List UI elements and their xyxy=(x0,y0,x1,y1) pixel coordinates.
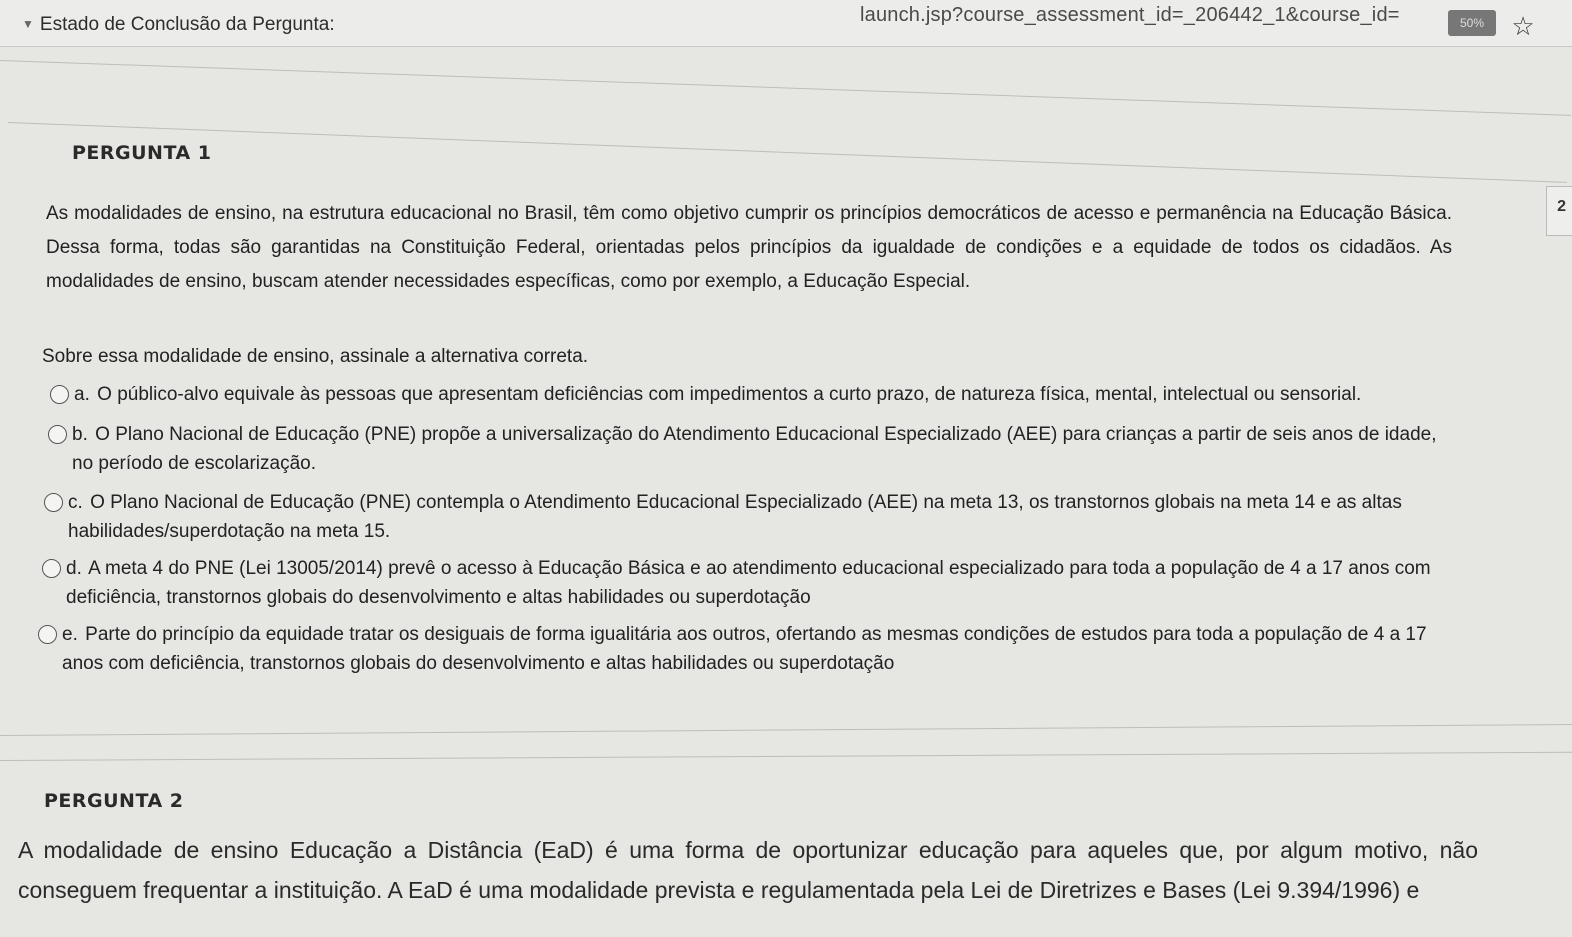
answer-option-c[interactable] xyxy=(44,488,1460,546)
completion-status-label: Estado de Conclusão da Pergunta: xyxy=(39,14,335,35)
question-2-text: A modalidade de ensino Educação a Distância (EaD) é uma forma de oportunizar educação para aqueles que, por algum motivo, não conseguem frequentar a instituição. A EaD é uma modalidade prevista e regulamentada pela Lei de Diretrizes e Bases (Lei 9.394/1996) e xyxy=(18,837,1478,903)
zoom-badge[interactable]: 50% xyxy=(1448,10,1496,36)
divider xyxy=(0,60,1571,116)
divider xyxy=(0,752,1572,761)
divider xyxy=(8,122,1567,183)
side-tab[interactable]: 2 xyxy=(1546,186,1572,236)
chevron-down-icon[interactable]: ▼ xyxy=(22,17,34,31)
answer-option-text: b. O Plano Nacional de Educação (PNE) propõe a universalização do Atendimento Educacional Especializado (AEE) para crianças a partir de seis anos de idade, no período de escolarização. xyxy=(72,424,1437,474)
answer-option-text: e. Parte do princípio da equidade tratar os desiguais de forma igualitária aos outros, ofertando as mesmas condições de estudos para toda a população de 4 a 17 anos com deficiência, transtornos globais do desenvolvimento e altas habilidades ou superdotação xyxy=(62,624,1427,674)
answer-option-b[interactable] xyxy=(48,420,1458,478)
question-1-prompt: Sobre essa modalidade de ensino, assinale a alternativa correta. xyxy=(42,346,589,367)
question-2-title: PERGUNTA 2 xyxy=(44,790,184,812)
question-2-body xyxy=(18,830,1478,910)
address-bar-url[interactable]: launch.jsp?course_assessment_id=_206442_1&course_id= xyxy=(860,4,1400,26)
completion-status[interactable] xyxy=(22,14,335,36)
answer-option-text: c. O Plano Nacional de Educação (PNE) contempla o Atendimento Educacional Especializado (AEE) na meta 13, os transtornos globais na meta 14 e as altas habilidades/superdotação na meta 15. xyxy=(68,492,1402,542)
radio-button[interactable] xyxy=(42,559,61,578)
radio-button[interactable] xyxy=(50,385,69,404)
radio-button[interactable] xyxy=(38,625,57,644)
star-outline-icon[interactable]: ☆ xyxy=(1511,11,1535,41)
radio-button[interactable] xyxy=(44,493,63,512)
radio-button[interactable] xyxy=(48,425,67,444)
top-bar xyxy=(0,0,1572,47)
answer-option-text: a. O público-alvo equivale às pessoas que apresentam deficiências com impedimentos a curto prazo, de natureza física, mental, intelectual ou sensorial. xyxy=(74,384,1362,405)
answer-option-a[interactable] xyxy=(50,380,1450,409)
question-1-text: As modalidades de ensino, na estrutura educacional no Brasil, têm como objetivo cumprir os princípios democráticos de acesso e permanência na Educação Básica. Dessa forma, todas são garantidas na Constituição Federal, orientadas pelos princípios da igualdade de condições e a equidade de todos os cidadãos. As modalidades de ensino, buscam atender necessidades específicas, como por exemplo, a Educação Especial. xyxy=(46,203,1452,292)
question-1-title: PERGUNTA 1 xyxy=(72,142,212,164)
answer-option-text: d. A meta 4 do PNE (Lei 13005/2014) prevê o acesso à Educação Básica e ao atendimento educacional especializado para toda a população de 4 a 17 anos com deficiência, transtornos globais do desenvolvimento e altas habilidades ou superdotação xyxy=(66,558,1431,608)
answer-option-e[interactable] xyxy=(38,620,1464,678)
divider xyxy=(0,724,1572,736)
question-1-body xyxy=(46,197,1452,299)
answer-option-d[interactable] xyxy=(42,554,1462,612)
